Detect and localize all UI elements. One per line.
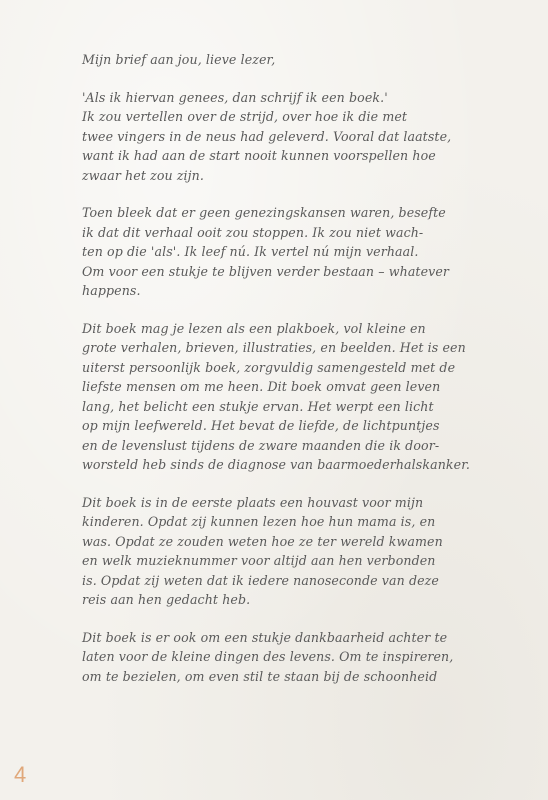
text-line: reis aan hen gedacht heb.: [82, 592, 251, 607]
text-line: grote verhalen, brieven, illustraties, en beelden. Het is een: [82, 340, 466, 355]
paragraph-5: [82, 628, 522, 687]
text-line: om te bezielen, om even stil te staan bij de schoonheid: [82, 668, 438, 684]
text-line: en welk muzieknummer voor altijd aan hen verbonden: [82, 553, 436, 568]
text-line: worsteld heb sinds de diagnose van baarmoederhalskanker.: [82, 457, 471, 472]
text-line: zwaar het zou zijn.: [82, 167, 204, 183]
text-line: Dit boek is in de eerste plaats een houvast voor mijn: [82, 494, 424, 510]
handwritten-letter: [82, 50, 522, 686]
text-line: was. Opdat ze zouden weten hoe ze ter wereld kwamen: [82, 533, 443, 549]
text-line: Om voor een stukje te blijven verder bestaan – whatever: [82, 263, 450, 279]
text-line: Ik zou vertellen over de strijd, over hoe ik die met: [82, 109, 408, 124]
letter-greeting: Mijn brief aan jou, lieve lezer,: [82, 52, 276, 67]
text-line: ik dat dit verhaal ooit zou stoppen. Ik zou niet wach-: [82, 224, 424, 240]
text-line: twee vingers in de neus had geleverd. Vooral dat laatste,: [82, 128, 452, 144]
text-line: liefste mensen om me heen. Dit boek omvat geen leven: [82, 379, 441, 394]
text-line: Dit boek mag je lezen als een plakboek, vol kleine en: [82, 320, 426, 336]
text-line: laten voor de kleine dingen des levens. Om te inspireren,: [82, 649, 454, 664]
paragraph-3: [82, 319, 522, 475]
paragraph-1: [82, 88, 522, 186]
text-line: lang, het belicht een stukje ervan. Het werpt een licht: [82, 398, 434, 414]
text-line: Toen bleek dat er geen genezingskansen waren, besefte: [82, 205, 446, 220]
paragraph-gap: [82, 610, 522, 628]
paragraph-gap: [82, 301, 522, 319]
text-line: ten op die 'als'. Ik leef nú. Ik vertel nú mijn verhaal.: [82, 244, 419, 259]
text-line: op mijn leefwereld. Het bevat de liefde, de lichtpuntjes: [82, 418, 440, 433]
paragraph-gap: [82, 185, 522, 203]
text-line: kinderen. Opdat zij kunnen lezen hoe hun mama is, en: [82, 514, 436, 529]
paragraph-4: [82, 493, 522, 610]
paragraph-gap: [82, 475, 522, 493]
text-line: Dit boek is er ook om een stukje dankbaarheid achter te: [82, 629, 448, 645]
paragraph-gap: [82, 70, 522, 88]
text-line: 'Als ik hiervan genees, dan schrijf ik een boek.': [82, 89, 388, 105]
text-line: happens.: [82, 283, 141, 298]
text-line: uiterst persoonlijk boek, zorgvuldig samengesteld met de: [82, 359, 456, 375]
text-line: en de levenslust tijdens de zware maanden die ik door-: [82, 437, 440, 453]
paragraph-2: [82, 203, 522, 301]
page-number: 4: [14, 762, 27, 787]
text-line: want ik had aan de start nooit kunnen voorspellen hoe: [82, 148, 436, 163]
text-line: is. Opdat zij weten dat ik iedere nanoseconde van deze: [82, 572, 439, 588]
